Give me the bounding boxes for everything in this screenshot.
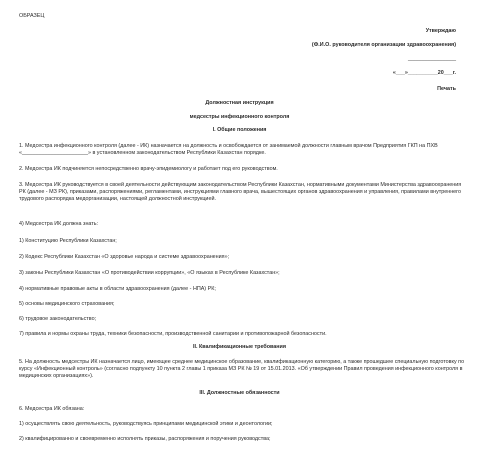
list-item-3: 3) законы Республики Казахстан «О противодействии коррупции», «О языках в Республике Казахстан»; [19, 270, 280, 276]
duty-item-1: 1) осуществлять свою деятельность, руководствуясь принципами медицинской этики и деонтологии; [19, 421, 273, 427]
document-subtitle: медсестры инфекционного контроля [189, 114, 290, 120]
paragraph-1: 1. Медсестра инфекционного контроля (далее - ИК) назначается на должность и освобождается от занимаемой должности главным врачом Предприятия ГКП на ПХВ «______________________» в установленном законодательством Республики Казахстан порядке. [19, 143, 438, 157]
list-item-6: 6) трудовое законодательство; [19, 316, 97, 322]
section-heading-duties: III. Должностные обязанности [199, 390, 280, 396]
seal-label: Печать [437, 86, 456, 92]
list-item-5: 5) основы медицинского страхования; [19, 301, 115, 307]
signature-line: ________________ [408, 56, 456, 62]
duty-item-2: 2) квалифицированно и своевременно исполнять приказы, распоряжения и поручения руководства; [19, 436, 271, 442]
date-line: «___»__________20___г. [392, 70, 456, 76]
list-item-4: 4) нормативные правовые акты в области здравоохранения (далее - НПА) РК; [19, 286, 216, 292]
list-item-1: 1) Конституцию Республики Казахстан; [19, 238, 117, 244]
paragraph-6: 6. Медсестра ИК обязана: [19, 406, 85, 412]
approver-caption: (Ф.И.О. руководителя организации здравоохранения) [311, 42, 456, 48]
section-heading-general: I. Общие положения [212, 127, 267, 133]
paragraph-3: 3. Медсестра ИК руководствуется в своей деятельности действующим законодательством Республики Казахстан, нормативными документами Министерства здравоохранения РК (далее - МЗ РК), приказами, распоряжениями, регламентами, инструкциями главного врача, вышестоящих органов здравоохранения и управления, правилами внутреннего трудового распорядка медорганизации, настоящей должностной инструкцией. [19, 182, 462, 203]
paragraph-4: 4) Медсестра ИК должна знать: [19, 221, 99, 227]
section-heading-qualification: II. Квалификационные требования [193, 344, 286, 350]
paragraph-5: 5. На должность медсестры ИК назначается лицо, имеющее среднее медицинское образование, квалификационную категорию, а также прошедшее специальную подготовку по курсу «Инфекционный контроль» (согласно подпункту 10 пункта 2 главы 1 приказа МЗ РК № 19 от 15.01.2013. «Об утверждении Правил проведения инфекционного контроля в медицинских организациях»). [19, 359, 465, 380]
sample-stamp: ОБРАЗЕЦ [19, 13, 45, 19]
list-item-7: 7) правила и нормы охраны труда, техники безопасности, производственной санитарии и противопожарной безопасности. [19, 331, 327, 337]
approve-label: Утверждаю [425, 28, 456, 34]
document-title: Должностная инструкция [205, 100, 274, 106]
list-item-2: 2) Кодекс Республики Казахстан «О здоровье народа и системе здравоохранения»; [19, 254, 230, 260]
paragraph-2: 2. Медсестра ИК подчиняется непосредственно врачу-эпидемиологу и работает под его руководством. [19, 166, 278, 172]
